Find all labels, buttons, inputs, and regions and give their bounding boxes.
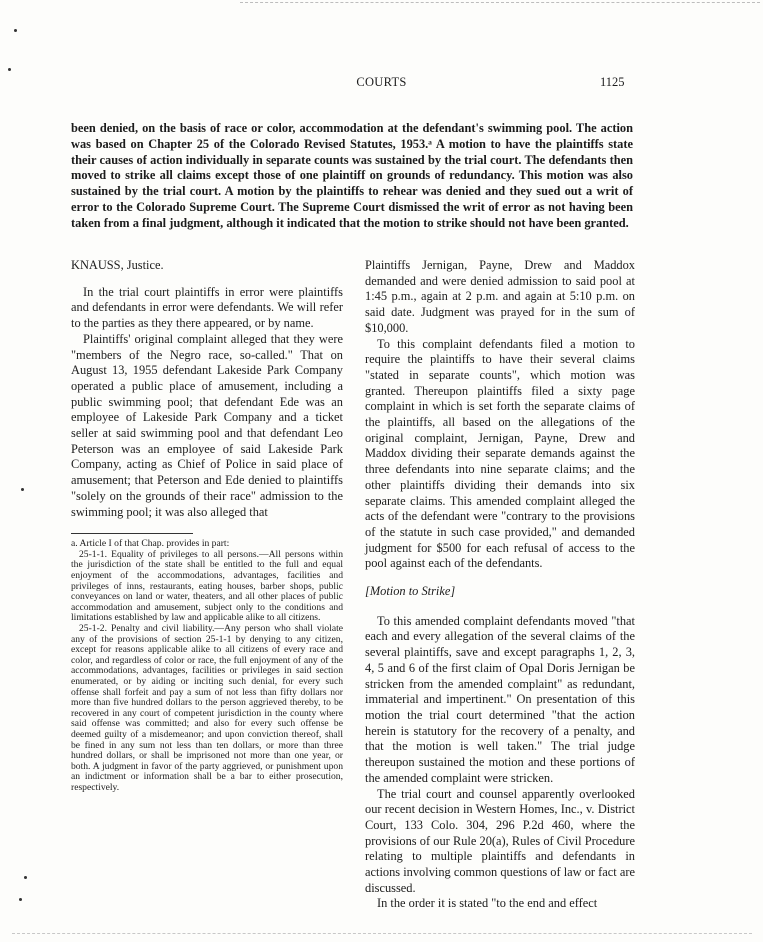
top-scan-edge [240, 2, 760, 3]
footnote-rule [71, 533, 193, 534]
footnote [71, 539, 343, 793]
body-paragraph: In the trial court plaintiffs in error were plaintiffs and defendants in error were defendants. We will refer to the parties as they there appeared, or by name. [71, 284, 343, 331]
left-column [71, 258, 343, 794]
footnote-section: 25-1-1. Equality of privileges to all persons.—All persons within the jurisdiction of the state shall be entitled to the full and equal enjoyment of the accommodations, advantages, facilities and privileges of inns, restaurants, eating houses, barber shops, public conveyances on land or water, theaters, and all other places of public accommodation and amusement, subject only to the conditions and limitations established by law and applicable alike to all citizens. [71, 548, 343, 624]
page-number: 1125 [600, 75, 625, 89]
footnote-intro: a. Article I of that Chap. provides in part: [71, 538, 230, 550]
section-heading: [Motion to Strike] [365, 584, 456, 599]
scan-speck [14, 29, 17, 32]
body-paragraph: To this amended complaint defendants moved "that each and every allegation of the several claims of the several plaintiffs, save and except paragraphs 1, 2, 3, 4, 5 and 6 of the first claim of Opal Doris Jernigan be stricken from the amended complaint" as redundant, immaterial and impertinent." On presentation of this motion the trial court determined "that the action herein is statutory for the recovery of a penalty, and that the motion is well taken." The trial judge thereupon sustained the motion and these portions of the amended complaint were stricken. [365, 613, 635, 785]
running-head: COURTS [356, 75, 407, 89]
scan-speck [24, 876, 27, 879]
right-column [365, 258, 635, 912]
body-paragraph: In the order it is stated "to the end and effect [377, 896, 598, 911]
body-paragraph: The trial court and counsel apparently overlooked our recent decision in Western Homes, Inc., v. District Court, 133 Colo. 304, 296 P.2d 460, where the provisions of our Rule 20(a), Rules of Civil Procedure relating to multiple plaintiffs and defendants in actions involving common questions of law or fact are discussed. [365, 786, 635, 895]
scan-speck [21, 488, 24, 491]
scan-speck [8, 68, 11, 71]
scan-speck [19, 898, 22, 901]
body-paragraph: To this complaint defendants filed a motion to require the plaintiffs to have their several claims "stated in separate counts", which motion was granted. Thereupon plaintiffs filed a sixty page complaint in which is set forth the separate claims of the plaintiffs, all based on the allegations of the original complaint, Jernigan, Payne, Drew and Maddox dividing their separate demands against the three defendants into nine separate claims; and the other plaintiffs dividing their demands into six separate claims. This amended complaint alleged the acts of the defendant were "contrary to the provisions of the statute in such case provided," and demanded judgment for $500 for each refusal of access to the pool against each of the defendants. [365, 336, 635, 571]
footnote-section: 25-1-2. Penalty and civil liability.—Any person who shall violate any of the provisions of section 25-1-1 by denying to any citizen, except for reasons applicable alike to all citizens of every race and color, and regardless of color or race, the full enjoyment of any of the accommodations, advantages, facilities or privileges in said section enumerated, or by aiding or inciting such denial, for every such offense shall forfeit and pay a sum of not less than fifty dollars nor more than five hundred dollars to the person aggrieved thereby, to be recovered in any court of competent jurisdiction in the county where said offense was committed; and also for every such offense be deemed guilty of a misdemeanor; and upon conviction thereof, shall be fined in any sum not less than ten dollars, or more than three hundred dollars, or shall be imprisoned not more than one year, or both. A judgment in favor of the party aggrieved, or punishment upon an indictment or information shall be a bar to either prosecution, respectively. [71, 623, 343, 793]
headnote: been denied, on the basis of race or color, accommodation at the defendant's swimming pool. The action was based on Chapter 25 of the Colorado Revised Statutes, 1953.ᵃ A motion to have the plaintiffs state their causes of action individually in separate counts was sustained by the trial court. The defendants then moved to strike all claims except those of one plaintiff on grounds of redundancy. This motion was also sustained by the trial court. A motion by the plaintiffs to rehear was denied and they sued out a writ of error to the Colorado Supreme Court. The Supreme Court dismissed the writ of error as not having been taken from a final judgment, although it indicated that the motion to strike should not have been granted. [71, 121, 633, 230]
body-paragraph: Plaintiffs Jernigan, Payne, Drew and Maddox demanded and were denied admission to said pool at 1:45 p.m., again at 2 p.m. and again at 5:10 p.m. on said date. Judgment was prayed for in the sum of $10,000. [365, 258, 635, 335]
body-paragraph: Plaintiffs' original complaint alleged that they were "members of the Negro race, so-called." That on August 13, 1955 defendant Lakeside Park Company operated a public place of amusement, including a public swimming pool; that defendant Ede was an employee of Lakeside Park Company and a ticket seller at said swimming pool and that defendant Leo Peterson was an employee of said Lakeside Park Company, acting as Chief of Police in said place of amusement; that Peterson and Ede denied to plaintiffs "solely on the grounds of their race" admission to the swimming pool; it was also alleged that [71, 331, 343, 519]
bottom-scan-edge [12, 933, 752, 934]
opinion-author: KNAUSS, Justice. [71, 258, 164, 272]
